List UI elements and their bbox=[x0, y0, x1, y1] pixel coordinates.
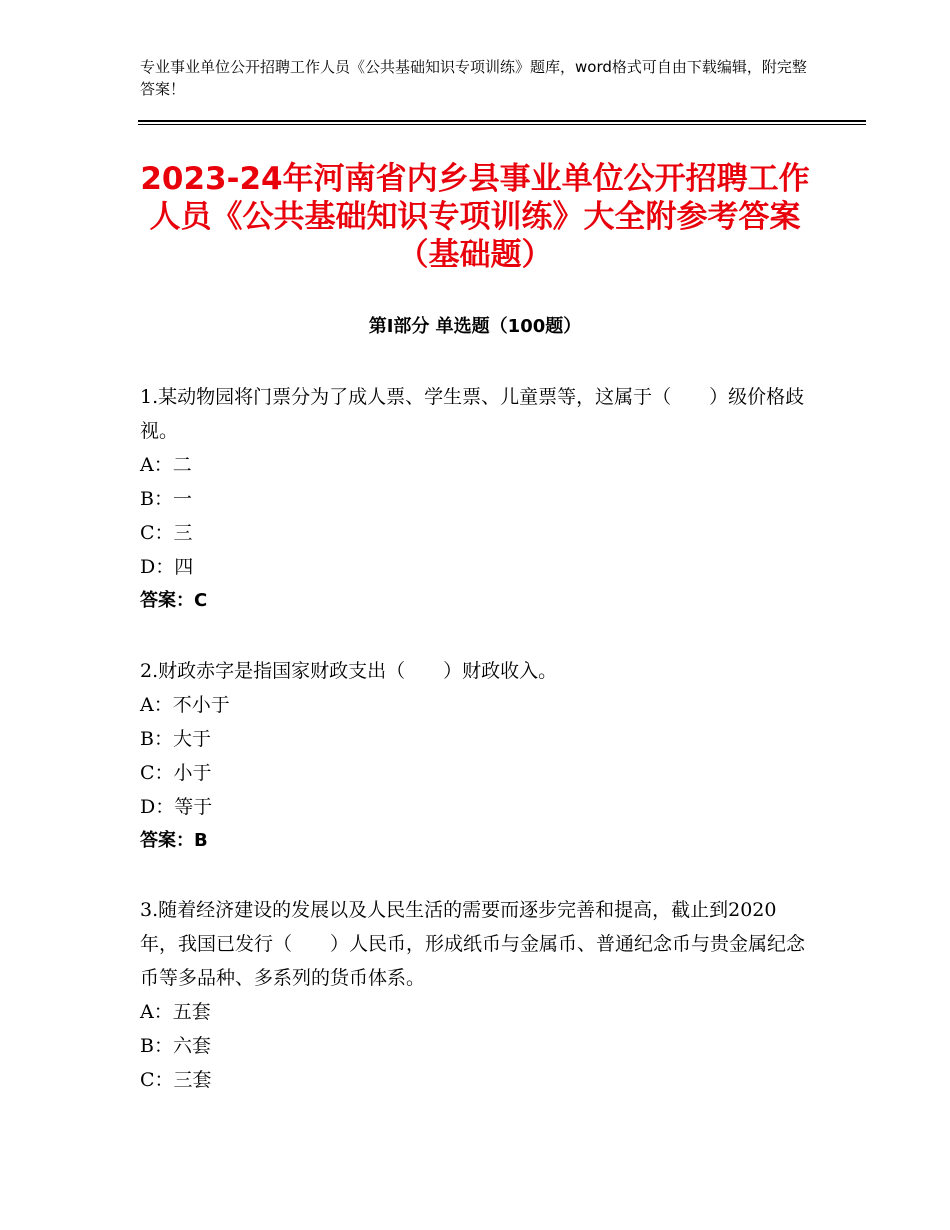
option-a: A：二 bbox=[140, 454, 192, 476]
answer: 答案：B bbox=[140, 830, 208, 851]
option-d: D：四 bbox=[140, 556, 194, 578]
question-1 bbox=[140, 380, 805, 618]
option-c: C：三 bbox=[140, 522, 193, 544]
option-c: C：三套 bbox=[140, 1069, 212, 1091]
header-note: 专业事业单位公开招聘工作人员《公共基础知识专项训练》题库，word格式可自由下载编辑，附完整答案！ bbox=[140, 58, 807, 98]
question-2 bbox=[140, 654, 805, 858]
question-stem: 1.某动物园将门票分为了成人票、学生票、儿童票等，这属于（ ）级价格歧视。 bbox=[140, 386, 805, 442]
option-c: C：小于 bbox=[140, 762, 212, 784]
question-stem: 2.财政赤字是指国家财政支出（ ）财政收入。 bbox=[140, 660, 558, 682]
option-b: B：六套 bbox=[140, 1035, 211, 1057]
option-b: B：一 bbox=[140, 488, 192, 510]
document-title: 2023-24年河南省内乡县事业单位公开招聘工作人员《公共基础知识专项训练》大全附参考答案（基础题） bbox=[140, 161, 810, 273]
option-a: A：五套 bbox=[140, 1001, 211, 1023]
option-d: D：等于 bbox=[140, 796, 213, 818]
question-stem: 3.随着经济建设的发展以及人民生活的需要而逐步完善和提高，截止到2020年，我国已发行（ ）人民币，形成纸币与金属币、普通纪念币与贵金属纪念币等多品种、多系列的货币体系。 bbox=[140, 899, 806, 989]
option-b: B：大于 bbox=[140, 728, 211, 750]
option-a: A：不小于 bbox=[140, 694, 230, 716]
section-title: 第Ⅰ部分 单选题（100题） bbox=[368, 316, 582, 337]
question-3 bbox=[140, 893, 805, 1097]
header-rule-thin bbox=[138, 124, 866, 125]
header-rule-thick bbox=[138, 120, 866, 122]
answer: 答案：C bbox=[140, 590, 208, 611]
